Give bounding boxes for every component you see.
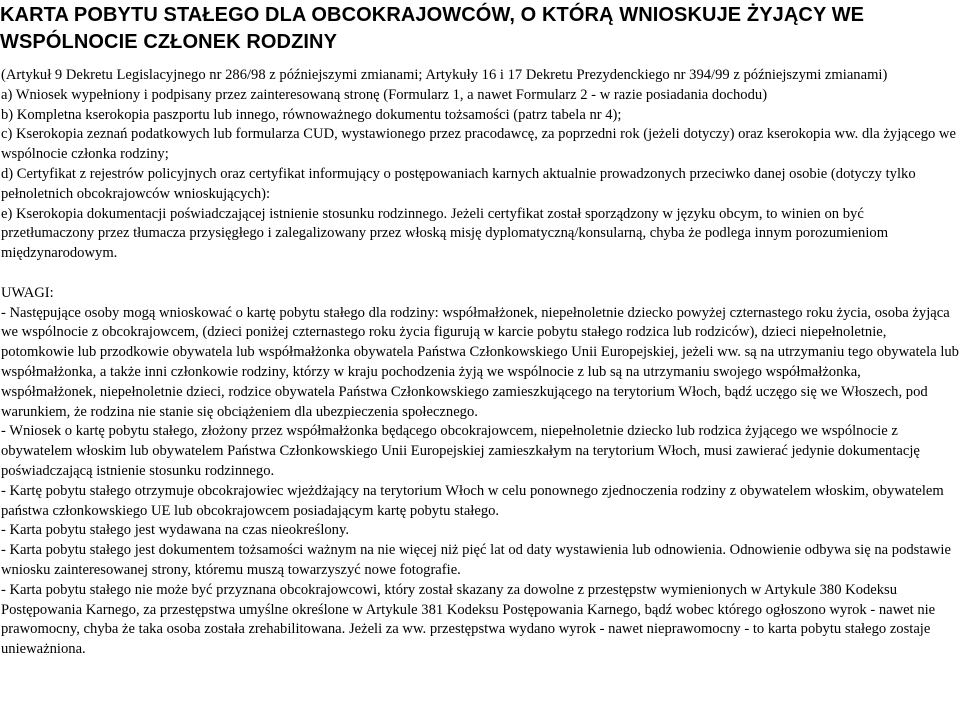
requirement-item-b: b) Kompletna kserokopia paszportu lub innego, równoważnego dokumentu tożsamości (patrz tabela nr 4); [1,106,622,123]
document-body [1,66,959,660]
requirement-item-a: a) Wniosek wypełniony i podpisany przez zainteresowaną stronę (Formularz 1, a nawet Formularz 2 - w razie posiadania dochodu) [1,86,768,103]
note-item: - Wniosek o kartę pobytu stałego, złożony przez współmałżonka będącego obcokrajowcem, niepełnoletnie dziecko lub rodzica żyjącego we wspólnocie z obywatelem włoskim lub obywatelem Państwa Członkowskiego Unii Europejskiej zamieszkałym na terytorium Włoch, musi zawierać jedynie dokumentację poświadczającą istnienie stosunku rodzinnego. [1,423,920,479]
note-item: - Karta pobytu stałego jest dokumentem tożsamości ważnym na nie więcej niż pięć lat od daty wystawienia lub odnowienia. Odnowienie odbywa się na podstawie wniosku zainteresowanej strony, któremu muszą towarzyszyć nowe fotografie. [1,542,951,578]
note-item: - Karta pobytu stałego nie może być przyznana obcokrajowcowi, który został skazany za dowolne z przestępstw wymienionych w Artykule 380 Kodeksu Postępowania Karnego, za przestępstwa umyślne określone w Artykule 381 Kodeksu Postępowania Karnego, bądź wobec którego ogłoszono wyrok - nawet nie prawomocny, chyba że taka osoba została zrehabilitowana. Jeżeli za ww. przestępstwa wydano wyrok - nawet nieprawomocny - to karta pobytu stałego zostaje unieważniona. [1,581,936,658]
legal-basis: (Artykuł 9 Dekretu Legislacyjnego nr 286/98 z późniejszymi zmianami; Artykuły 16 i 17 Dekretu Prezydenckiego nr 394/99 z późniejszymi zmianami) [1,67,888,83]
document-title: KARTA POBYTU STAŁEGO DLA OBCOKRAJOWCÓW, O KTÓRĄ WNIOSKUJE ŻYJĄCY WE WSPÓLNOCIE CZŁONEK RODZINY [0,4,865,53]
note-item: - Następujące osoby mogą wnioskować o kartę pobytu stałego dla rodziny: współmałżonek, niepełnoletnie dziecko powyżej czternastego roku życia, osoba żyjąca we wspólnocie z obcokrajowcem, (dzieci poniżej czternastego roku życia figurują w karcie pobytu stałego rodzica lub rodziców), dzieci niepełnoletnie, potomkowie lub przodkowie obywatela lub współmałżonka obywatela Państwa Członkowskiego Unii Europejskiej, jeżeli ww. są na utrzymaniu tego obywatela lub współmałżonka, a także inni członkowie rodziny, którzy w kraju pochodzenia żyją we wspólnocie z lub są na utrzymaniu swojego współmałżonka, współmałżonek, niepełnoletnie dzieci, rodzice obywatela Państwa Członkowskiego zamieszkującego na terytorium Włoch, bądź uczęgo się we Włoszech, pod warunkiem, że rodzina nie stanie się obciążeniem dla ubezpieczenia społecznego. [1,304,959,420]
requirement-item-c: c) Kserokopia zeznań podatkowych lub formularza CUD, wystawionego przez pracodawcę, za poprzedni rok (jeżeli dotyczy) oraz kserokopia ww. dla żyjącego we wspólnocie członka rodziny; [1,126,956,163]
requirement-item-d: d) Certyfikat z rejestrów policyjnych oraz certyfikat informujący o postępowaniach karnych aktualnie prowadzonych przeciwko danej osobie (dotyczy tylko pełnoletnich obcokrajowców wnioskujących): [1,165,916,202]
paragraph-gap [1,264,959,284]
note-item: - Karta pobytu stałego jest wydawana na czas nieokreślony. [1,522,349,539]
notes-heading: UWAGI: [1,284,54,301]
requirement-item-e: e) Kserokopia dokumentacji poświadczającej istnienie stosunku rodzinnego. Jeżeli certyfikat został sporządzony w języku obcym, to winien on być przetłumaczony przez tłumacza przysięgłego i zalegalizowany przez włoską misję dyplomatyczną/konsularną, chyba że podlega innym porozumieniom międzynarodowym. [1,205,889,262]
notes-list [1,304,959,660]
note-item: - Kartę pobytu stałego otrzymuje obcokrajowiec wjeżdżający na terytorium Włoch w celu ponownego zjednoczenia rodziny z obywatelem włoskim, obywatelem państwa członkowskiego UE lub obcokrajowcem posiadającym kartę pobytu stałego. [1,482,944,519]
requirements-list [1,86,959,264]
